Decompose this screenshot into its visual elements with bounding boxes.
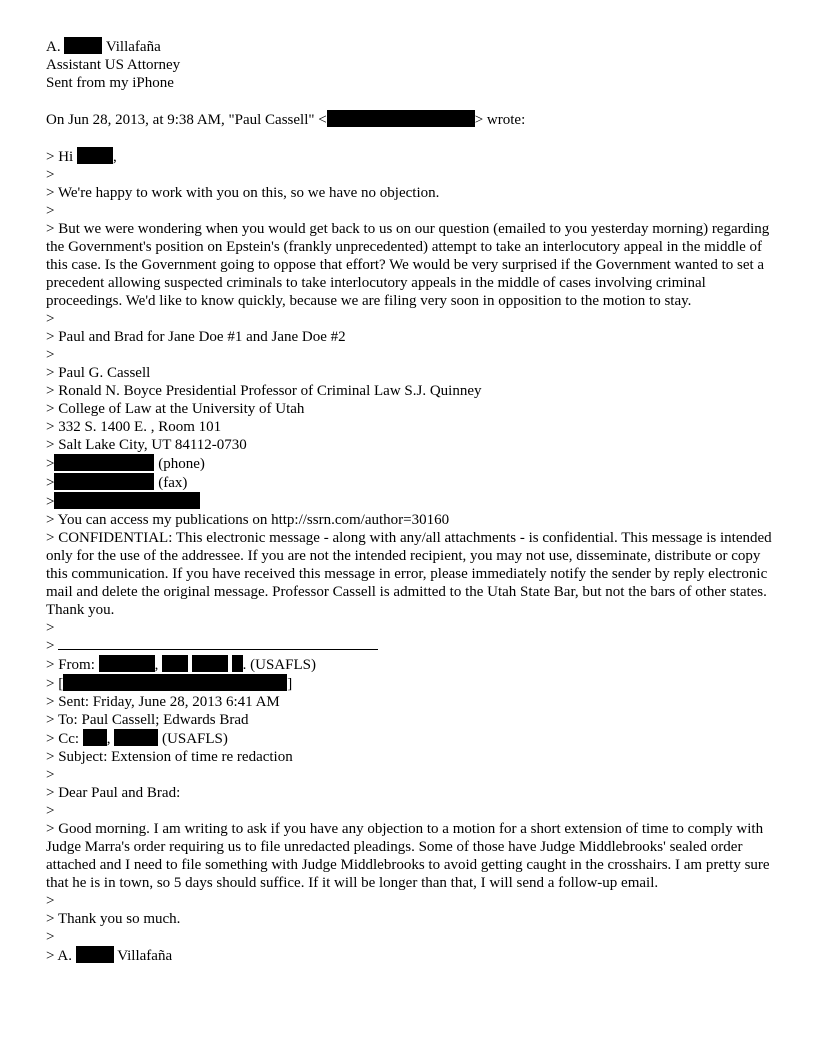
closing-surname: Villafaña: [117, 948, 173, 964]
greeting-prefix: > Hi: [46, 149, 74, 165]
signature-name-line: [46, 37, 774, 56]
redaction-block: [192, 655, 228, 672]
email-document: [46, 37, 774, 965]
redaction-block: [114, 729, 158, 746]
phone-label: (phone): [158, 456, 205, 472]
quote-blank-line: >: [46, 347, 55, 363]
from-suffix: . (USAFLS): [242, 657, 316, 673]
redaction-block: [63, 674, 287, 691]
reply-header-prefix: On Jun 28, 2013, at 9:38 AM, "Paul Cassell" <: [46, 112, 327, 128]
greeting-line: [46, 147, 774, 166]
bracket-close: ]: [287, 676, 293, 692]
quote-blank-line: >: [46, 167, 55, 183]
cassell-title: > Ronald N. Boyce Presidential Professor of Criminal Law S.J. Quinney: [46, 383, 482, 399]
horizontal-rule: [58, 637, 378, 650]
redaction-block: [54, 492, 200, 509]
reply-header-suffix: > wrote:: [474, 112, 526, 128]
redaction-block: [232, 655, 243, 672]
redaction-block: [76, 946, 114, 963]
thanks-line: > Thank you so much.: [46, 911, 181, 927]
cassell-college: > College of Law at the University of Utah: [46, 401, 305, 417]
redaction-block: [83, 729, 107, 746]
cc-comma: ,: [106, 731, 111, 747]
cassell-fax-line: [46, 473, 774, 492]
redaction-block: [54, 454, 154, 471]
cassell-email-line: [46, 492, 774, 511]
redaction-block: [327, 110, 475, 127]
original-body: > Good morning. I am writing to ask if you have any objection to a motion for a short extension of time to comply with Judge Marra's order requiring us to file unredacted pleadings. Some of those have Judge Middlebrooks' sealed order attached and I need to file something with Judge Middlebrooks to avoid getting caught in the crosshairs. I am pretty sure that he is in town, so 5 days should suffice. If it will be longer than that, I will send a follow-up email.: [46, 821, 770, 891]
quote-blank-line: >: [46, 311, 55, 327]
quote-blank-line: >: [46, 929, 55, 945]
sent-line: > Sent: Friday, June 28, 2013 6:41 AM: [46, 694, 280, 710]
from-comma: ,: [154, 657, 159, 673]
signature-surname: Villafaña: [105, 39, 161, 55]
quote-blank-line: >: [46, 203, 55, 219]
to-line: > To: Paul Cassell; Edwards Brad: [46, 712, 249, 728]
fax-label: (fax): [158, 475, 188, 491]
signature-initial: A.: [46, 39, 61, 55]
redaction-block: [162, 655, 188, 672]
cassell-phone-line: [46, 454, 774, 473]
cc-suffix: (USAFLS): [162, 731, 228, 747]
signoff-line: > Paul and Brad for Jane Doe #1 and Jane Doe #2: [46, 329, 346, 345]
quote-marker: >: [46, 456, 55, 472]
signature-title: Assistant US Attorney: [46, 57, 181, 73]
greeting-suffix: ,: [112, 149, 117, 165]
redaction-block: [54, 473, 154, 490]
closing-line: [46, 946, 774, 965]
cassell-name: > Paul G. Cassell: [46, 365, 151, 381]
separator-line: [46, 637, 774, 655]
original-greeting: > Dear Paul and Brad:: [46, 785, 181, 801]
cc-line: [46, 729, 774, 748]
quote-blank-line: >: [46, 893, 55, 909]
from-email-line: [46, 674, 774, 693]
cc-prefix: > Cc:: [46, 731, 80, 747]
cassell-street: > 332 S. 1400 E. , Room 101: [46, 419, 222, 435]
happy-line: > We're happy to work with you on this, so we have no objection.: [46, 185, 440, 201]
redaction-block: [99, 655, 155, 672]
bracket-open: > [: [46, 676, 64, 692]
quote-marker: >: [46, 638, 55, 654]
sent-from-line: Sent from my iPhone: [46, 75, 174, 91]
reply-header: [46, 110, 774, 129]
publications-line: > You can access my publications on http://ssrn.com/author=30160: [46, 512, 450, 528]
quote-marker: >: [46, 494, 55, 510]
subject-line: > Subject: Extension of time re redaction: [46, 749, 293, 765]
confidential-notice: > CONFIDENTIAL: This electronic message - along with any/all attachments - is confidential. This message is intended only for the use of the addressee. If you are not the intended recipient, you may not use, disseminate, distribute or copy this communication. If you have received this message in error, please immediately notify the sender by reply electronic mail and delete the original message. Professor Cassell is admitted to the Utah State Bar, but not the bars of other states. Thank you.: [46, 530, 772, 618]
wondering-paragraph: > But we were wondering when you would get back to us on our question (emailed to you yesterday morning) regarding the Government's position on Epstein's (frankly unprecedented) attempt to take an interlocutory appeal in the middle of this case. Is the Government going to oppose that effort? We would be very surprised if the Government wanted to set a precedent allowing suspected criminals to take interlocutory appeals in the middle of cases involving criminal proceedings. We'd like to know quickly, because we are filing very soon in opposition to the motion to stay.: [46, 221, 770, 309]
closing-prefix: > A.: [46, 948, 72, 964]
quote-blank-line: >: [46, 767, 55, 783]
redaction-block: [77, 147, 113, 164]
quote-blank-line: >: [46, 803, 55, 819]
from-prefix: > From:: [46, 657, 95, 673]
from-line: [46, 655, 774, 674]
quote-blank-line: >: [46, 620, 55, 636]
quote-marker: >: [46, 475, 55, 491]
cassell-city: > Salt Lake City, UT 84112-0730: [46, 437, 247, 453]
redaction-block: [64, 37, 102, 54]
